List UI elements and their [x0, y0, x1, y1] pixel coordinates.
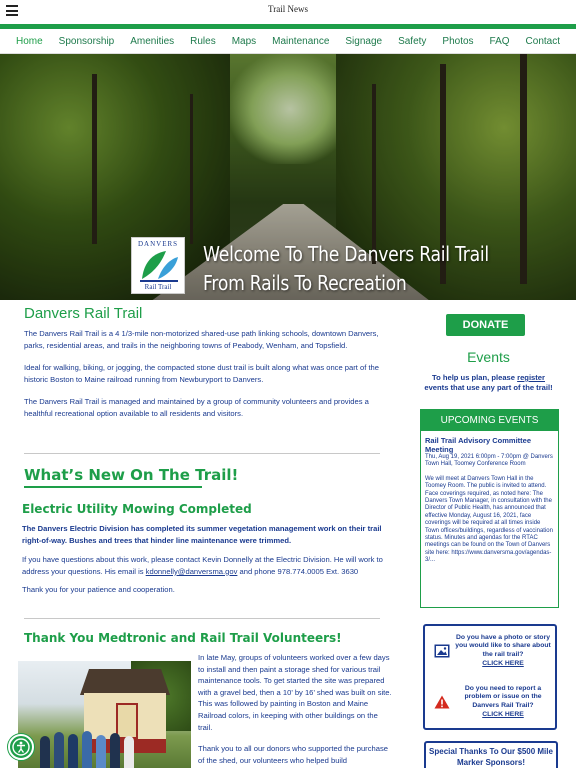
events-help-pre: To help us plan, please: [432, 373, 518, 382]
mowing-thanks: Thank you for your patience and cooperation.: [22, 585, 175, 595]
events-help-text: [420, 373, 557, 393]
event-description: We will meet at Danvers Town Hall in the Toomey Room. The public is invited to attend. Face coverings required, as noted here: The Danvers Town Manager, in consultation with the Director of Public Health, has announced that effective Monday, August 16, 2021, face coverings will be required at all times inside Town offices/buildings, regardless of vaccination status. Minutes and agendas for the RTAC meetings can be found on the Town of Danvers site here: https://www.danversma.gov/agendas-3/...: [425, 475, 553, 564]
share-photo-link[interactable]: CLICK HERE: [482, 659, 524, 667]
intro-heading: Danvers Rail Trail: [24, 305, 143, 322]
logo-text-bottom: Rail Trail: [144, 283, 172, 291]
intro-paragraph-1: The Danvers Rail Trail is a 4 1/3-mile non-motorized shared-use path linking schools, downtown Danvers, parks, residential areas, and trails in the neighboring towns of Peabody, Wenham, and Topsfield.: [24, 329, 379, 350]
nav-item-rules[interactable]: Rules: [190, 36, 216, 47]
donate-button[interactable]: DONATE: [446, 314, 525, 336]
accessibility-button[interactable]: [8, 734, 34, 760]
image-icon: [434, 643, 450, 659]
hero-title: [203, 240, 489, 298]
register-link[interactable]: register: [517, 373, 545, 382]
intro-paragraph-3: The Danvers Rail Trail is managed and maintained by a group of community volunteers and provides a healthful recreational option available to all residents and visitors.: [24, 397, 369, 418]
report-problem-link[interactable]: CLICK HERE: [482, 710, 524, 718]
share-cards: [423, 624, 557, 730]
site-title: Trail News: [268, 4, 308, 14]
medtronic-text: [198, 652, 392, 766]
main-nav: [0, 30, 576, 54]
medtronic-paragraph-2: Thank you to all our donors who supported the purchase of the shed, our volunteers who helped build: [198, 744, 388, 765]
upcoming-events-panel: [420, 409, 559, 608]
upcoming-events-heading: UPCOMING EVENTS: [421, 410, 558, 431]
main-content: [24, 305, 384, 420]
hero-banner: [0, 54, 576, 300]
nav-item-amenities[interactable]: Amenities: [130, 36, 175, 47]
mowing-section: [22, 502, 384, 596]
logo-text-top: DANVERS: [137, 240, 179, 248]
events-help-post: events that use any part of the trail!: [424, 383, 553, 392]
warning-icon: [434, 695, 450, 709]
nav-item-sponsorship[interactable]: Sponsorship: [58, 36, 115, 47]
share-photo-text: Do you have a photo or story you would like to share about the rail trail?: [455, 633, 551, 658]
report-problem-text: Do you need to report a problem or issue on the Danvers Rail Trail?: [464, 684, 542, 709]
report-problem-card[interactable]: [425, 676, 555, 728]
mowing-contact: [22, 554, 384, 577]
top-bar: [0, 0, 576, 22]
heading-underline: [24, 486, 202, 488]
whats-new-section: [24, 466, 384, 488]
contact-text: If you have questions about this work, please contact Kevin Donnelly at the Electric Division. He will work to address your questions. His email is: [22, 555, 383, 576]
event-item[interactable]: [421, 431, 558, 570]
share-photo-card[interactable]: [425, 626, 555, 676]
mowing-lead: The Danvers Electric Division has completed its summer vegetation management work on their trail right-of-way. Bushes and trees that hinder line maintenance were trimmed.: [22, 524, 382, 545]
accessibility-icon: [10, 736, 32, 758]
intro-paragraph-2: Ideal for walking, biking, or jogging, the compacted stone dust trail is built along what was once part of the historic Boston to Maine railroad running from Newburyport to Danvers.: [24, 363, 380, 384]
nav-item-maintenance[interactable]: Maintenance: [272, 36, 330, 47]
nav-item-faq[interactable]: FAQ: [489, 36, 510, 47]
nav-item-home[interactable]: Home: [15, 36, 43, 47]
divider: [24, 618, 380, 619]
nav-item-safety[interactable]: Safety: [398, 36, 427, 47]
sponsor-card[interactable]: [424, 741, 558, 768]
event-title[interactable]: Rail Trail Advisory Committee Meeting: [425, 436, 532, 454]
hero-title-line1: Welcome To The Danvers Rail Trail: [203, 242, 489, 266]
hero-title-line2: From Rails To Recreation: [203, 271, 407, 295]
nav-item-maps[interactable]: Maps: [231, 36, 257, 47]
nav-item-signage[interactable]: Signage: [345, 36, 383, 47]
trail-logo[interactable]: [131, 237, 185, 294]
divider: [24, 453, 380, 454]
shed-photo: [18, 661, 191, 768]
email-link[interactable]: kdonnelly@danversma.gov: [145, 566, 238, 576]
whats-new-heading: What’s New On The Trail!: [24, 466, 239, 484]
nav-item-contact[interactable]: Contact: [525, 36, 560, 47]
medtronic-heading: Thank You Medtronic and Rail Trail Volunteers!: [24, 631, 342, 645]
events-heading: Events: [467, 349, 510, 365]
mowing-heading: Electric Utility Mowing Completed: [22, 502, 252, 516]
header-stripe: [0, 24, 576, 29]
phone-text: and phone 978.774.0005 Ext. 3630: [237, 566, 359, 576]
sponsor-card-text: Special Thanks To Our $500 Mile Marker Sponsors!: [429, 747, 553, 767]
leaf-logo-icon: [138, 249, 180, 283]
nav-item-photos[interactable]: Photos: [442, 36, 474, 47]
medtronic-paragraph-1: In late May, groups of volunteers worked over a few days to install and then paint a storage shed for various trail maintenance tools. To get started the site was prepared with a gravel bed, then a 10’ by 16’ shed was built on site. This was followed by painting in Boston and Maine Railroad colors, in keeping with other buildings on the trail.: [198, 653, 392, 732]
event-when: Thu, Aug 19, 2021 6:00pm - 7:00pm @ Danvers Town Hall, Toomey Conference Room: [425, 454, 553, 468]
